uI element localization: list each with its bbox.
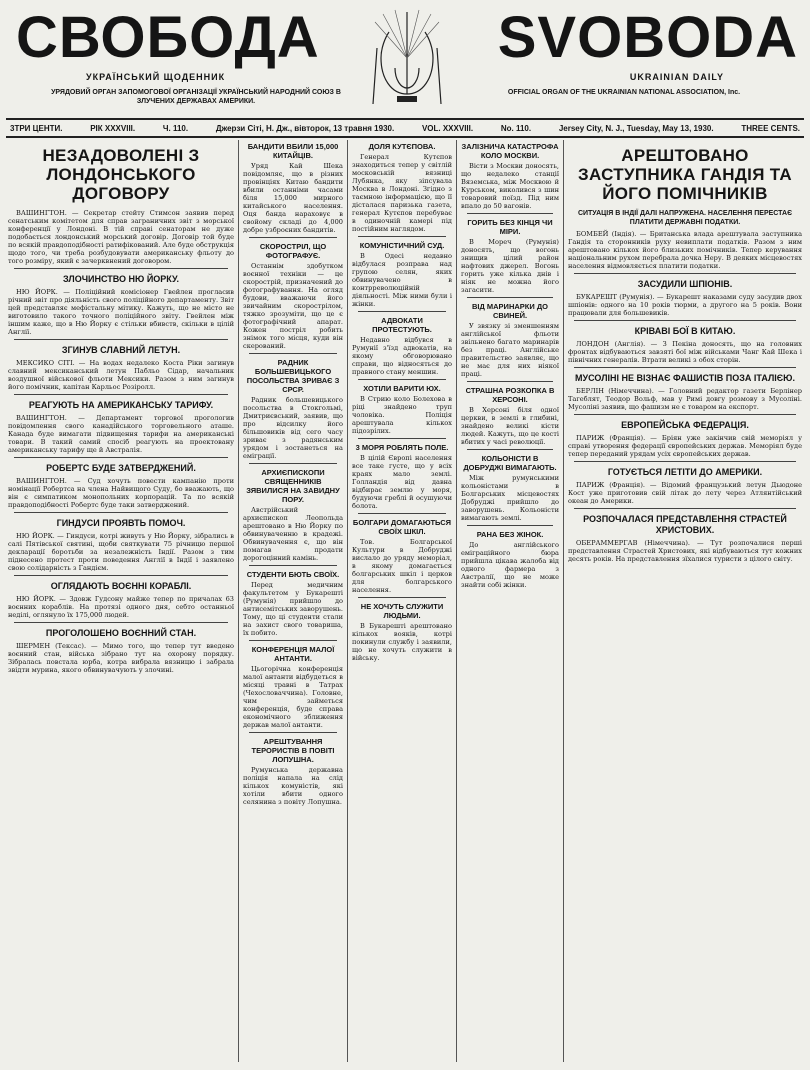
article-title: КОМУНІСТИЧНИЙ СУД. [359,241,445,250]
article-title: РЕАГУЮТЬ НА АМЕРИКАНСЬКУ ТАРИФУ. [28,400,214,410]
divider [574,461,796,462]
article-text: Румунська державна поліція напала на слід кількох комуністів, які хотіли вбити одного селянина з повіту Лопушна. [243,766,343,806]
article-text: Тов. Болгарської Культури в Добруджі вислало до уряду меморіал, в якому домагається болгарських шкіл і церков для болгарського населення. [352,538,452,594]
issue-number-ukrainian: Ч. 110. [162,123,189,133]
headline-gandhi-arrest: АРЕШТОВАНО ЗАСТУПНИКА ГАНДІЯ ТА ЙОГО ПОМІЧНИКІВ [578,146,792,203]
column-2 [243,138,343,1064]
article-text: Австрійський архиєпископ Леопольда арештовано в Ню Йорку по обвинуваченню в крадежі. Обвинувачення є, що він помагав продати дорогоцінний камінь. [243,506,343,562]
divider [574,273,796,274]
article-title: ЗАСУДИЛИ ШПІОНІВ. [637,279,733,289]
article-text: НЮ ЙОРК. — Гиндуси, котрі живуть у Ню Йорку, зібрались в салі Пятівської святині, щоби святкувати 75 річницю першої декларації боротьби за незалежність Індії. Разом з тим піднесено протест проти поведення Англії в Індії і заявлено свою солідарність з Гандієм. [8,532,234,572]
issue-number-english: No. 110. [500,123,532,133]
column-5 [568,138,802,1064]
divider [249,565,337,566]
article-text: БЕРЛІН (Німеччина). — Головний редактор газети Берлінер Тагеблят, Теодор Вольф, мав у Римі довгу розмову з Мусоліні. Мусоліні заявив, що фашизм не є товаром на експорт. [568,387,802,411]
article-text: Недавно відбувся в Румунії з'їзд адвокатів, на якому обговорювано справи, що відносяться до правного стану меншин. [352,336,452,376]
article-text: ЛОНДОН (Англія). — З Пекіна доносять, що на головних фронтах відбуваються завзяті бої між військами Чанг Кай Шека і північних генералів. Втрати великі з обох сторін. [568,340,802,364]
article-title: ГОТУЄТЬСЯ ЛЕТІТИ ДО АМЕРИКИ. [607,467,763,477]
article-title: РАНА БЕЗ ЖІНОК. [476,530,544,539]
article-text: Радник большевицького посольства в Стокгольмі, Дмитриєвський, заявив, що про відсилку його більшовиків від сего часу зриває з радянським урядом і зостанеться на еміграції. [243,396,343,460]
article-text: В Стрию коло Болехова в ріці знайдено труп чоловіка. Поліція арештувала кількох підозрілих. [352,395,452,435]
year-ukrainian: РІК XXXVIII. [90,123,136,133]
dateline [6,120,804,138]
article-text: Цьогорічна конференція малої антанти відбудеться в місяці травні в Татрах (Чехословаччина). Головне, чим займеться конференція, буде справа економічного зближення держав малої антанти. [243,665,343,729]
article-text: В цілій Європі населення все таке густе, що у всіх краях мало землі. Голландія від давна відбирає землю у моря, будуючи греблі й осушуючи болота. [352,454,452,510]
article-title: 3 МОРЯ РОБЛЯТЬ ПОЛЕ. [355,443,449,452]
column-1 [8,138,234,1064]
divider [249,237,337,238]
article-title: ДОЛЯ КУТЄПОВА. [368,142,436,151]
divider [14,268,228,269]
headline-london-treaty: НЕЗАДОВОЛЕНІ З ЛОНДОНСЬКОГО ДОГОВОРУ [42,146,200,203]
article-title: РОЗПОЧАЛАСЯ ПРЕДСТАВЛЕННЯ СТРАСТЕЙ ХРИСТОВИХ. [583,514,787,535]
masthead-title-ukrainian: СВОБОДА [16,6,320,70]
masthead [6,6,804,120]
article-text: В Мореч (Румунія) доносять, що вогонь знищив цілий район нафтових джерел. Вогонь горить уже кілька днів і ніяк не можна його загасити. [461,238,559,294]
column-rule [456,140,457,1062]
article-title: ОГЛЯДАЮТЬ ВОЄННІ КОРАБЛІ. [50,581,192,591]
article-title: КОНФЕРЕНЦІЯ МАЛОЇ АНТАНТИ. [251,645,335,663]
article-text: У звязку зі зменшенням англійської фльоти звільнено багато маринарів без праці. Англійське правительство заявляє, що не має для них ніякої праці. [461,322,559,378]
divider [358,438,446,439]
article-title: РАДНИК БОЛЬШЕВИЦЬКОГО ПОСОЛЬСТВА ЗРИВАЄ З СРСР. [246,358,340,394]
divider [358,379,446,380]
article-text: ВАШИНГТОН. — Суд хочуть повести кампанію проти номінації Робертса на члена Найвищого Суду, бо вважають, що він є симпатиком монопольних корпорацій. Та по всякій правдоподібності Робертс буде таки затверджений. [8,477,234,509]
column-4 [461,138,559,1064]
article-text: До англійського еміграційного бюра прийшла цікава жалоба від одного фармера з Австралії, що не може знайти собі жінки. [461,541,559,589]
article-title: ПРОГОЛОШЕНО ВОЄННИЙ СТАН. [45,628,197,638]
divider [14,457,228,458]
official-organ-english: OFFICIAL ORGAN OF THE UKRAINIAN NATIONAL ASSOCIATION, Inc. [507,89,741,96]
divider [14,394,228,395]
divider [249,732,337,733]
divider [467,525,553,526]
official-organ-ukrainian: УРЯДОВИЙ ОРГАН ЗАПОМОГОВОЇ ОРГАНІЗАЦІЇ УКРАЇНСЬКИЙ НАРОДНИЙ СОЮЗ В ЗЛУЧЕНИХ ДЕРЖАВАХ АМЕРИКИ. [51,89,341,105]
columns [6,138,804,1064]
article-title: ЕВРОПЕЙСЬКА ФЕДЕРАЦІЯ. [621,420,749,430]
masthead-subtitle-ukrainian: УКРАЇНСЬКИЙ ЩОДЕННИК [86,72,226,82]
date-english: Jersey City, N. J., Tuesday, May 13, 1930. [558,123,714,133]
article-text: Уряд Кай Шека повідомляє, що в різних провінціях Китаю бандити вбили останніми часами біля 15,000 мирного китайського населення. Оця банда нараховує в свойому складі до 4,000 добре узброєних бандитів. [243,162,343,234]
divider [574,367,796,368]
article-title: СТРАШНА РОЗКОПКА В ХЕРСОНІ. [465,386,555,404]
divider [467,381,553,382]
article-text: Генерал Кутєпов знаходиться тепер у світлій московській вязниці Лубянка, яку зіпсувала Москва в Лондоні. Згідно з таємною інформацією, що її дісталася паризька газета, генерал Кутєпов перебуває в одиночній камері під постійним наглядом. [352,153,452,233]
divider [249,353,337,354]
masthead-title-latin: SVOBODA [497,6,798,70]
divider [14,512,228,513]
column-rule [347,140,348,1062]
article-title: БОЛГАРИ ДОМАГАЮТЬСЯ СВОЇХ ШКІЛ. [352,518,452,536]
divider [249,640,337,641]
article-title: ЗАЛІЗНИЧА КАТАСТРОФА КОЛО МОСКВИ. [461,142,559,160]
article-text: БУКАРЕШТ (Румунія). — Букарешт наказами суду засудив двох шпіонів: одного на 10 років тюрми, а другого на 5 років. Вони працювали для большевиків. [568,293,802,317]
newspaper-page [6,6,804,1064]
article-title: РОБЕРТС БУДЕ ЗАТВЕРДЖЕНИЙ. [46,463,196,473]
article-title: АРЕШТУВАННЯ ТЕРОРИСТІВ В ПОВІТІ ЛОПУШНА. [251,737,335,764]
article-title: МУСОЛІНІ НЕ ВІЗНАЄ ФАШИСТІВ ПОЗА ІТАЛІЄЮ. [575,373,795,383]
article-title: ХОТІЛИ ВАРИТИ ЮХ. [363,384,441,393]
article-text: ПАРИЖ (Франція). — Бріян уже закінчив свій меморіял у справі утворення федерації європейських держав. Меморіял буде тепер переданий урядам усіх європейських держав. [568,434,802,458]
article-text: НЮ ЙОРК. — Здовж Гудсону майже тепер по причалах 63 воєнних кораблів. На протязі одного дня, себто останньої неділі, оглянуло їх 175,000 людей. [8,595,234,619]
article-title: ГИНДУСИ ПРОЯВТЬ ПОМОЧ. [56,518,186,528]
article-title: КОЛЬОНІСТИ В ДОБРУДЖІ ВИМАГАЮТЬ. [463,454,557,472]
article-title: ЗГИНУВ СЛАВНИЙ ЛЕТУН. [61,345,181,355]
article-title: КРІВАВІ БОЇ В КИТАЮ. [634,326,736,336]
price-ukrainian: 3ТРИ ЦЕНТИ. [10,123,63,133]
headline-deck: СИТУАЦІЯ В ІНДІЇ ДАЛІ НАПРУЖЕНА. НАСЕЛЕННЯ ПЕРЕСТАЄ ПЛАТИТИ ДЕРЖАВНІ ПОДАТКИ. [577,210,793,226]
divider [14,622,228,623]
article-title: ВІД МАРИНАРКИ ДО СВИНЕЙ. [471,302,549,320]
article-text: Вісти з Москви доносять, що недалеко станції Вяземська, між Москвою й Курськом, виколився з шин товаровий поїзд. Під ним впало до 50 вагонів. [461,162,559,210]
article-text: В Одесі недавно відбулася розправа над групою селян, яких обвинувачено в контрреволюційній діяльності. Між ними були і жінки. [352,252,452,308]
article-text: Останнім здобутком воєнної техніки — це скорострій, призначений до фотографування. На огляд будови, вважаючи його звичайним скорострілом, тяжко зрозуміти, що це є фотографічний апарат. Кожен постріл робить знімок того місця, куди він скерований. [243,262,343,350]
column-rule [563,140,564,1062]
article-title: СКОРОСТРІЛ, ЩО ФОТОГРАФУЄ. [259,242,327,260]
article-text: В Херсоні біля одної церкви, в землі в глибині, знайдено великі кісти людей. Кажуть, що це кості вбитих у часі революції. [461,406,559,446]
article-text: Перед медичним факультетом у Букарешті (Румунія) прийшло до антисемітських заворушень. Тому, що ці студенти стали на захист свого товариша, їх побито. [243,581,343,637]
article-text: ВАШИНГТОН. — Департамент торгової прогологив повідомлення свого канадійського торговельного аташе. Канада буде вимагати підвищення тарифи на американські товари. В такий самий спосіб реагують на проектовану американську тарифу ще й Австралія. [8,414,234,454]
divider [467,449,553,450]
column-rule [238,140,239,1062]
divider [574,414,796,415]
article-text: ВАШИНГТОН. — Секретар стейту Стимсон заявив перед сенатським комітетом для справ заграничних звіт з морської конференції у Лондоні. В тій справі сенаторам не дуже подобається лондонський морський договір. Договір той буде по всякій правдоподібності ратифікований. Але буде обструкція щодо того, чи треба розбудовувати американську фльоту до того розміру, який є зачерквнений договором. [8,209,234,265]
article-text: Між румунськими кольоністами в Болгарських місцевостях Добруджі прийшло до заворушень. Кольоністи вимагають землі. [461,474,559,522]
divider [358,597,446,598]
article-title: АРХИЄПИСКОПИ СВЯЩЕННИКІВ ЗЯВИЛИСЯ НА ЗАВИДНУ ПОРУ. [246,468,340,504]
divider [358,311,446,312]
divider [14,339,228,340]
article-title: АДВОКАТИ ПРОТЕСТУЮТЬ. [372,316,432,334]
article-text: ОБЕРАММЕРГАВ (Німеччина). — Тут розпочалися перші представлення Страстей Христових, які відбуваються тут кожних десять років. На представлення зїхалися туристи з цілого світу. [568,539,802,563]
article-text: БОМБЕЙ (Індія). — Британська влада арештувала заступника Гандія та сторонників руху невиплати податків. Разом з ним арештовано кількох його близьких помічників. Тепер керування національним рухом перебрала дочка Неру. В деяких місцевостях населення відмовляється платити податки. [568,230,802,270]
article-text: В Букарешті арештовано кількох вояків, котрі покинули службу і заявили, що не хочуть служити в війську. [352,622,452,662]
volume-english: VOL. XXXVIII. [421,123,474,133]
divider [467,213,553,214]
article-text: ПАРИЖ (Франція). — Відомий французький летун Дьюдоне Кост уже приготовив свій літак до лету через Атлянтійський океан до Америки. [568,481,802,505]
article-title: БАНДИТИ ВБИЛИ 15,000 КИТАЙЦІВ. [247,142,339,160]
date-ukrainian: Джерзи Сіті, Н. Дж., вівторок, 13 травня 1930. [215,123,395,133]
divider [14,575,228,576]
divider [467,297,553,298]
divider [574,320,796,321]
column-3 [352,138,452,1064]
article-text: МЕКСИКО СІТІ. — На водах недалеко Коста Ріки загинув славний мексиканський летун Пабльо Сідар, начальник воздушної військової фльоти Мексики. Разом з ним загинув його помічник, капітан Карльос Розіролл. [8,359,234,391]
article-text: ШЕРМЕН (Тексас). — Мимо того, що тепер тут введено воєнний стан, війська зібрано тут на охорону порядку. Зібралась повстала юрба, котра вибрала вязницю і забрала звідти мурина, якого обвинувачують у злочині. [8,642,234,674]
divider [249,463,337,464]
divider [574,508,796,509]
article-text: НЮ ЙОРК. — Поліційний комісіонер Гвейлен прогласив річний звіт про діяльність свого поліційного департаменту. Звіт цей представляє мефістальну мітику. Кажуть, що не місто не виготовило такого точного поліційного звіту. Гвейлен між іншим каже, що в Ню Йорку є стільки вбивств, скільки в цілій Англії. [8,288,234,336]
divider [358,236,446,237]
masthead-subtitle-english: UKRAINIAN DAILY [629,72,724,82]
price-english: THREE CENTS. [741,123,800,133]
article-title: ЗЛОЧИНСТВО НЮ ЙОРКУ. [62,274,179,284]
article-title: ГОРИТЬ БЕЗ КІНЦЯ ЧИ МІРИ. [467,218,553,236]
divider [358,513,446,514]
trident-emblem-icon [371,8,443,108]
article-title: НЕ ХОЧУТЬ СЛУЖИТИ ЛЮДЬМИ. [360,602,444,620]
article-title: СТУДЕНТИ БЮТЬ СВОЇХ. [246,570,340,579]
